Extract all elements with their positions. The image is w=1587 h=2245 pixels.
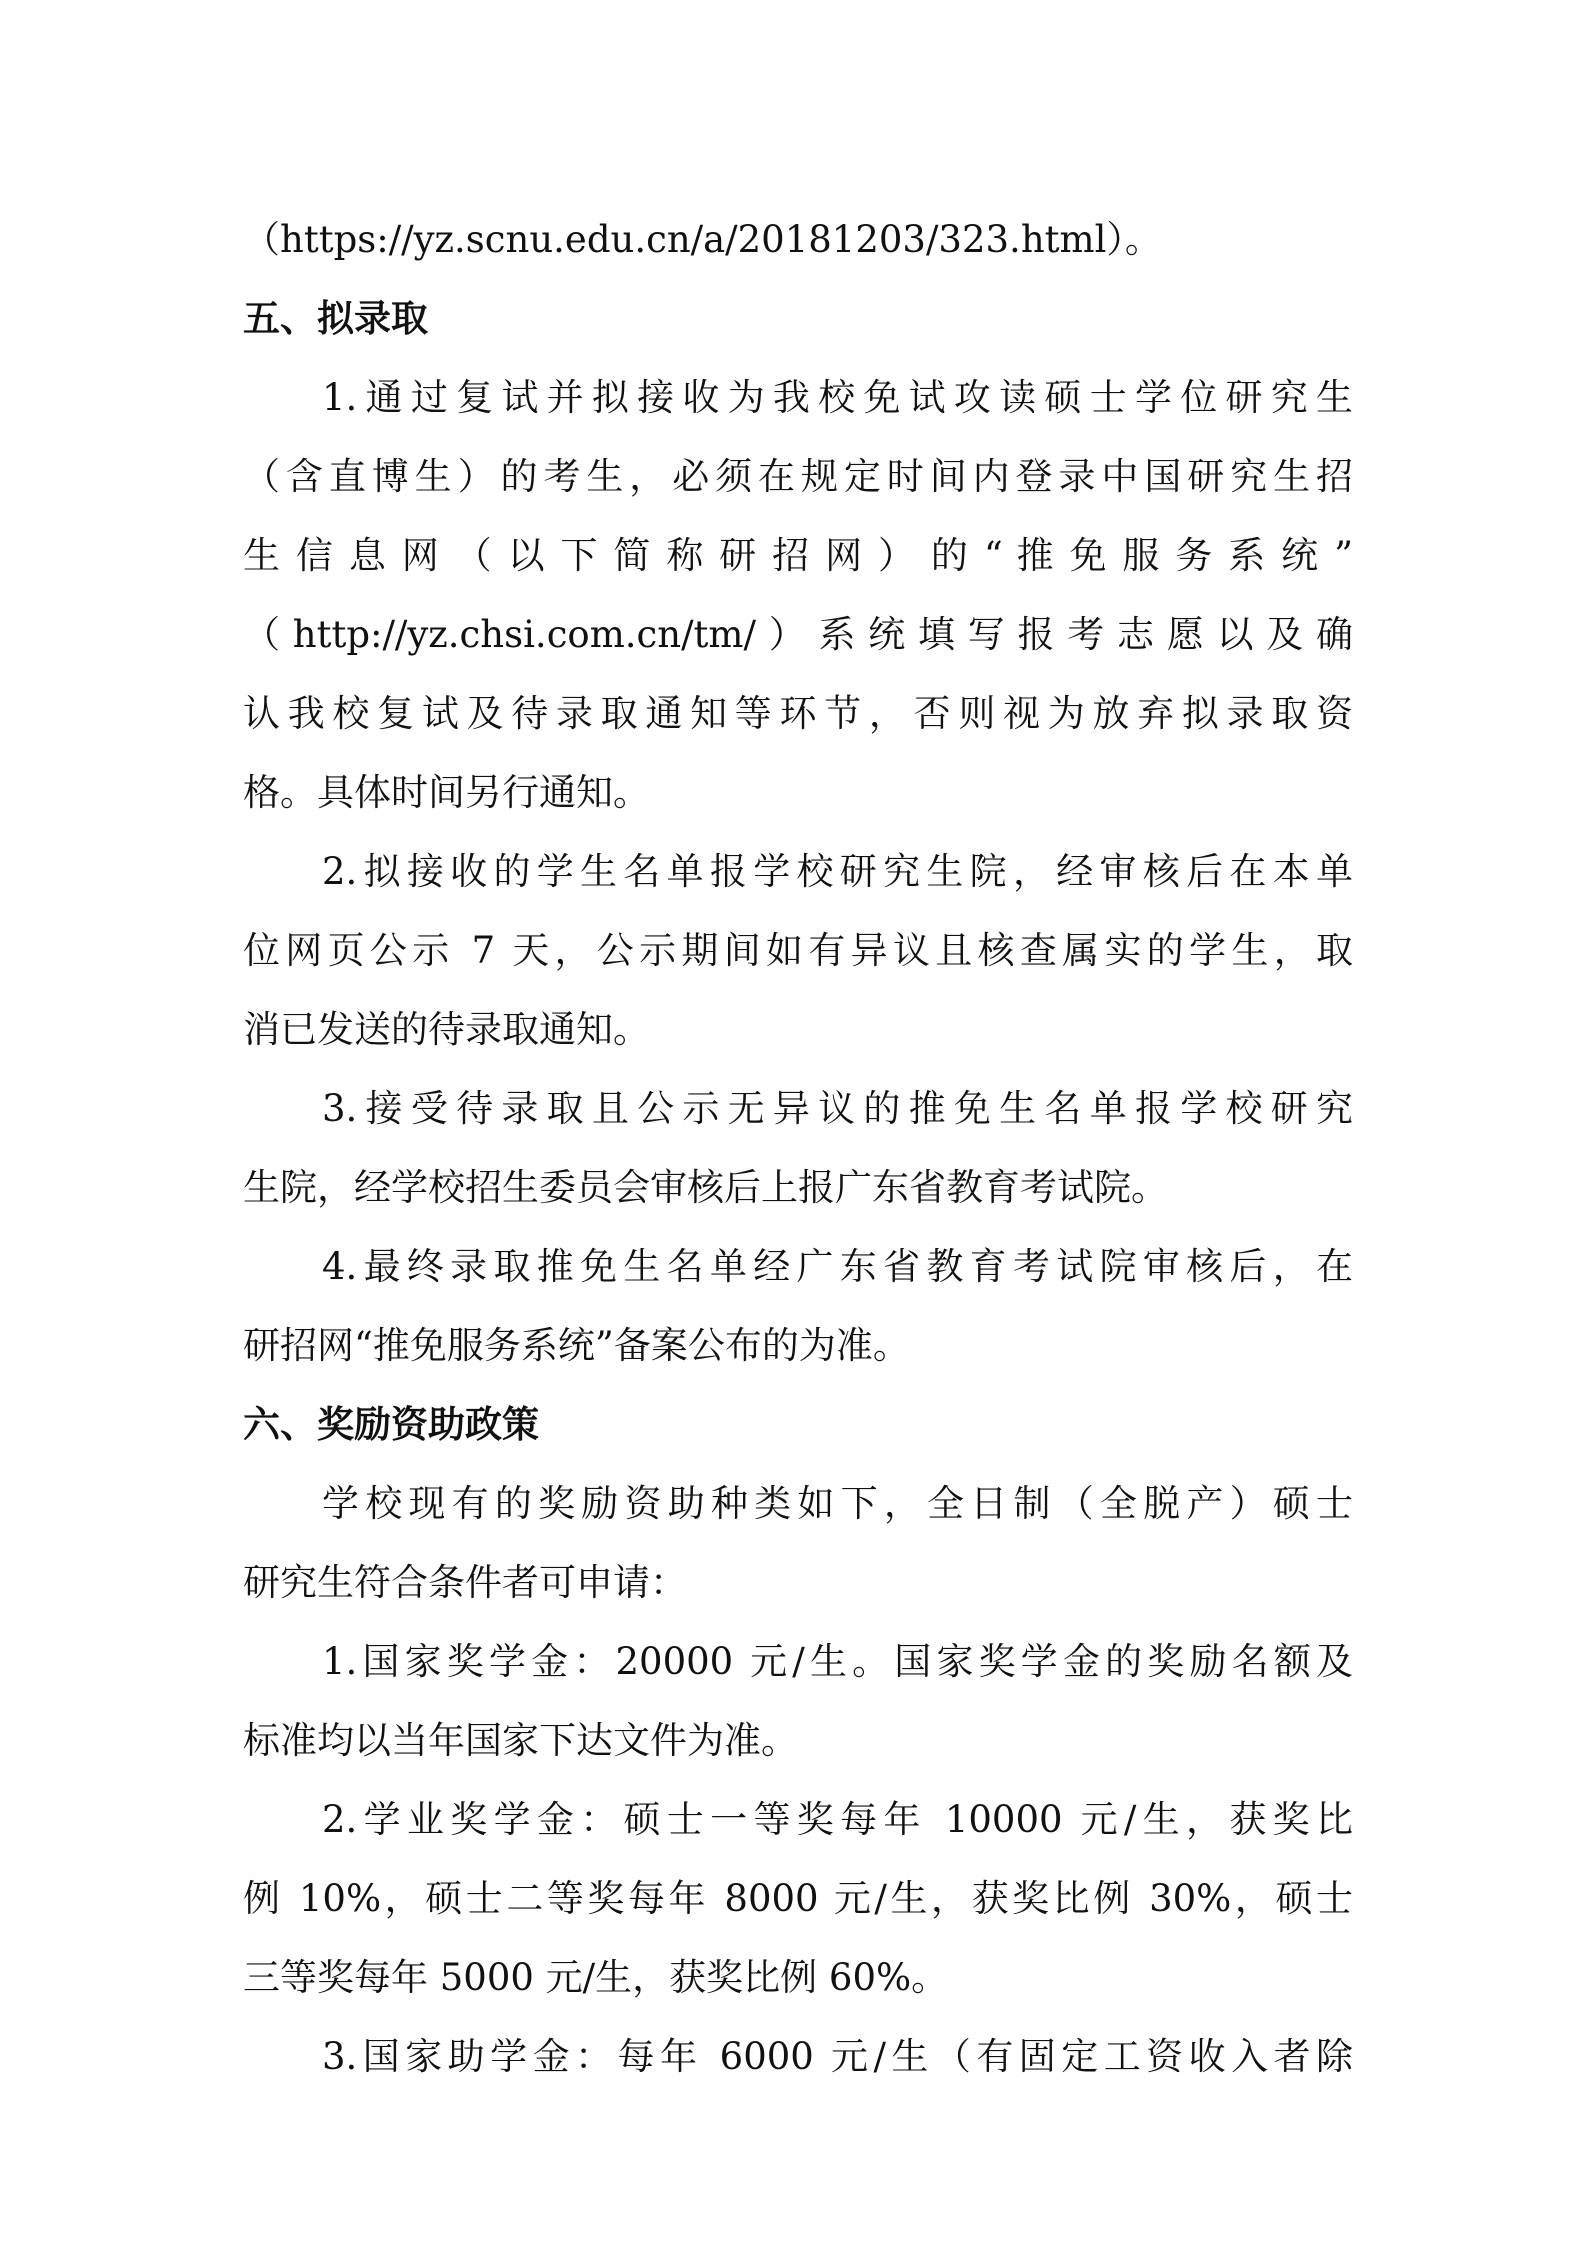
section-heading-admission: 五、拟录取	[243, 297, 428, 340]
paragraph-line: 认我校复试及待录取通知等环节，否则视为放弃拟录取资	[243, 692, 1353, 735]
document-body	[243, 200, 1353, 2096]
paragraph-line: 1.通过复试并拟接收为我校免试攻读硕士学位研究生	[322, 376, 1353, 419]
paragraph-line: 消已发送的待录取通知。	[243, 1008, 650, 1051]
url-line: （https://yz.scnu.edu.cn/a/20181203/323.html）。	[243, 218, 1162, 261]
paragraph-line: 4.最终录取推免生名单经广东省教育考试院审核后，在	[322, 1245, 1353, 1288]
paragraph-line: （http://yz.chsi.com.cn/tm/）系统填写报考志愿以及确	[243, 613, 1353, 656]
paragraph-line: 格。具体时间另行通知。	[243, 771, 650, 814]
paragraph-line: 三等奖每年 5000 元/生，获奖比例 60%。	[243, 1956, 949, 1999]
paragraph-line: 生院，经学校招生委员会审核后上报广东省教育考试院。	[243, 1166, 1168, 1209]
paragraph-line: 学校现有的奖励资助种类如下，全日制（全脱产）硕士	[322, 1482, 1353, 1525]
paragraph-line: 3.接受待录取且公示无异议的推免生名单报学校研究	[322, 1087, 1353, 1130]
paragraph-line: 研究生符合条件者可申请：	[243, 1561, 687, 1604]
paragraph-line: 例 10%，硕士二等奖每年 8000 元/生，获奖比例 30%，硕士	[243, 1877, 1353, 1920]
paragraph-line: 2.学业奖学金：硕士一等奖每年 10000 元/生，获奖比	[322, 1798, 1353, 1841]
paragraph-line: 生 信 息 网 （ 以 下 简 称 研 招 网 ） 的 “ 推 免 服 务 系 统 ”	[243, 534, 1353, 577]
paragraph-line: （含直博生）的考生，必须在规定时间内登录中国研究生招	[243, 455, 1353, 498]
paragraph-line: 3.国家助学金：每年 6000 元/生（有固定工资收入者除	[322, 2035, 1353, 2078]
paragraph-line: 标准均以当年国家下达文件为准。	[243, 1719, 798, 1762]
section-heading-scholarships: 六、奖励资助政策	[243, 1403, 539, 1446]
paragraph-line: 2.拟接收的学生名单报学校研究生院，经审核后在本单	[322, 850, 1353, 893]
paragraph-line: 位网页公示 7 天，公示期间如有异议且核查属实的学生，取	[243, 929, 1353, 972]
paragraph-line: 1.国家奖学金：20000 元/生。国家奖学金的奖励名额及	[322, 1640, 1353, 1683]
paragraph-line: 研招网“推免服务系统”备案公布的为准。	[243, 1324, 910, 1367]
